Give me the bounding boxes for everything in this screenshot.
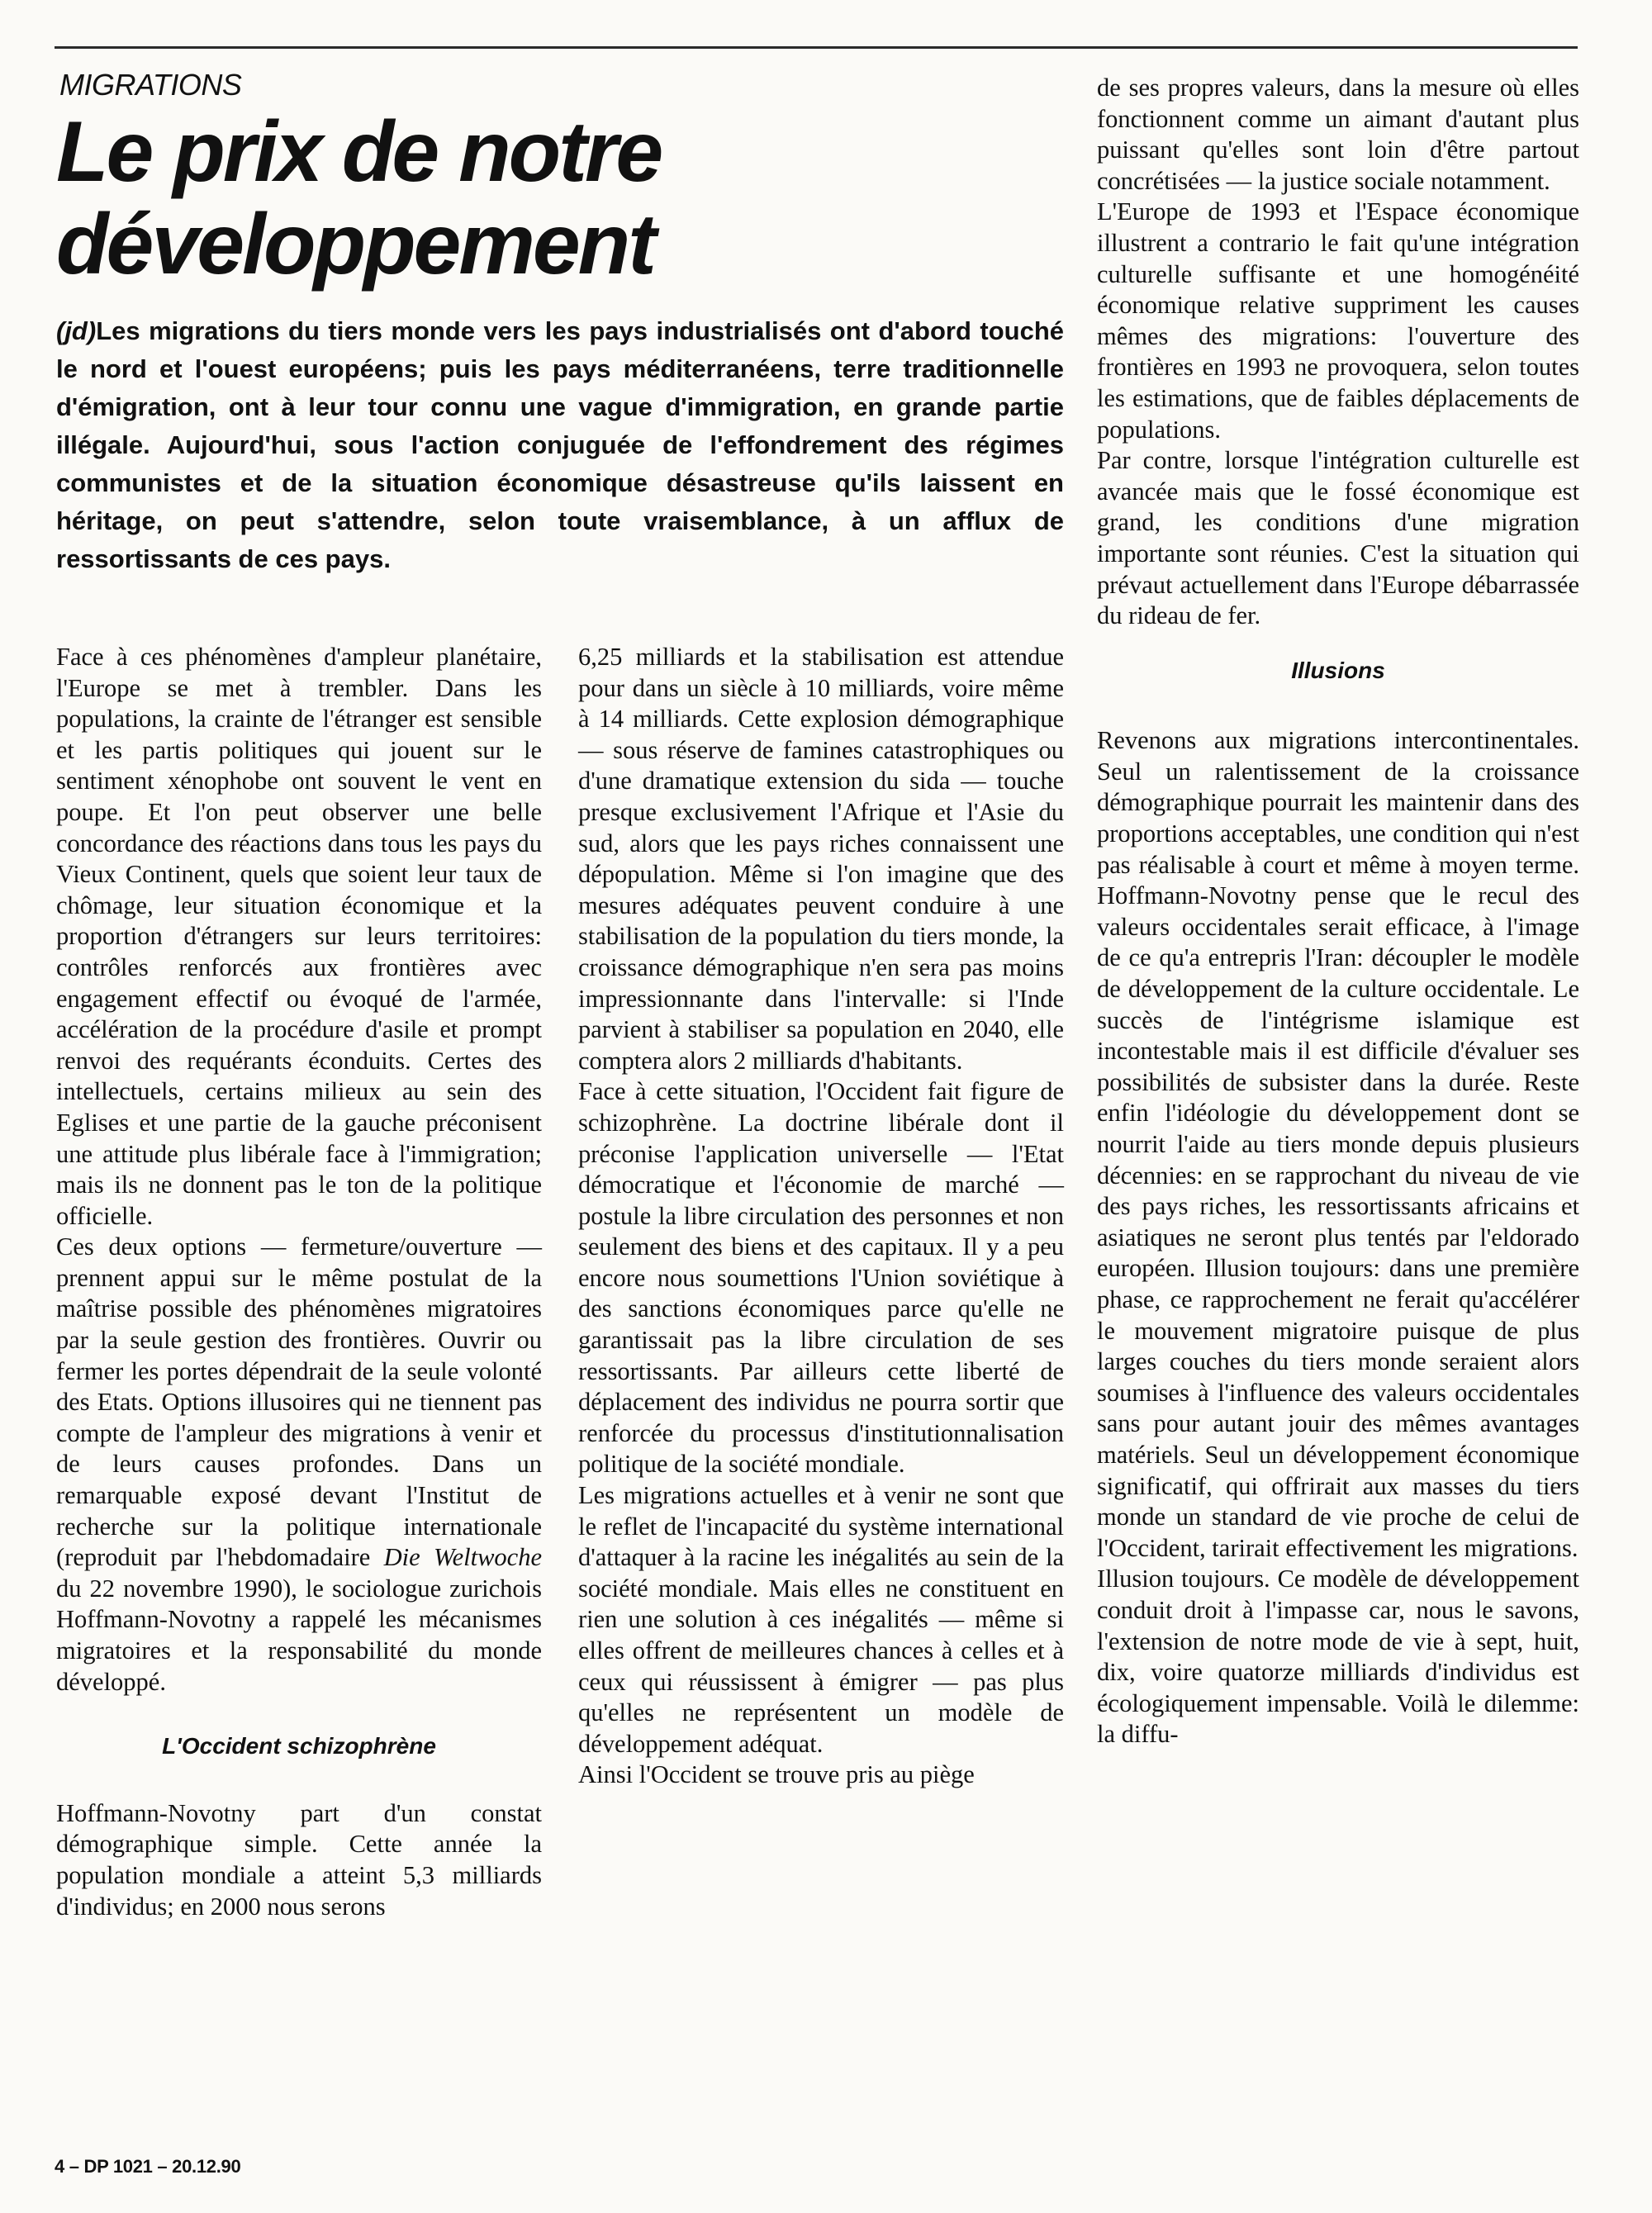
- section-kicker: MIGRATIONS: [59, 68, 242, 102]
- page-title: Le prix de notre développement: [56, 104, 662, 292]
- paragraph: Illusion toujours. Ce modèle de développement conduit droit à l'impasse car, nous le savons, l'extension de notre mode de vie à sept, huit, dix, voire quatorze milliards d'individus est écologiquement impensable. Voilà le dilemme: la diffu-: [1097, 1565, 1579, 1749]
- publication-name: Die Weltwoche: [383, 1543, 542, 1572]
- article-column-3: [1097, 73, 1579, 1750]
- paragraph: Hoffmann-Novotny part d'un constat démographique simple. Cette année la population mondiale a atteint 5,3 milliards d'individus; en 2000 nous serons: [56, 1798, 542, 1921]
- paragraph: Face à cette situation, l'Occident fait figure de schizophrène. La doctrine libérale dont il préconise l'application universelle — l'Etat démocratique et l'économie de marché — postule la libre circulation des personnes et non seulement des biens et des capitaux. Il y a peu encore nous soumettions l'Union soviétique à des sanctions économiques parce qu'elle ne garantissait pas la libre circulation de ses ressortissants. Par ailleurs cette liberté de déplacement des individus ne pourra sortir que renforcée du processus d'institutionnalisation politique de la société mondiale.: [578, 1077, 1064, 1479]
- paragraph: Ces deux options — fermeture/ouverture — prennent appui sur le même postulat de la maîtrise possible des phénomènes migratoires par la seule gestion des frontières. Ouvrir ou fermer les portes dépendrait de la seule volonté des Etats. Options illusoires qui ne tiennent pas compte de l'ampleur des migrations à venir et de leurs causes profondes. Dans un remarquable exposé devant l'Institut de recherche sur la politique internationale (reproduit par l'hebdomadaire Die Weltwoche du 22 novembre 1990), le sociologue zurichois Hoffmann-Novotny a rappelé les mécanismes migratoires et la responsabilité du monde développé.: [56, 1232, 542, 1696]
- author-tag: (jd): [56, 316, 97, 345]
- page-footer: 4 – DP 1021 – 20.12.90: [55, 2156, 241, 2177]
- paragraph: Par contre, lorsque l'intégration culturelle est avancée mais que le fossé économique est grand, les conditions d'une migration importante sont réunies. C'est la situation qui prévaut actuellement dans l'Europe débarrassée du rideau de fer.: [1097, 446, 1579, 630]
- paragraph: L'Europe de 1993 et l'Espace économique illustrent a contrario le fait qu'une intégration culturelle suffisante et une homogénéité économique relative suppriment les causes mêmes des migrations: l'ouverture des frontières en 1993 ne provoquera, selon toutes les estimations, que de faibles déplacements de populations.: [1097, 197, 1579, 444]
- paragraph: Revenons aux migrations intercontinentales. Seul un ralentissement de la croissance démographique pourrait les maintenir dans des proportions acceptables, une condition qui n'est pas réalisable à court et même à moyen terme. Hoffmann-Novotny pense que le recul des valeurs occidentales serait efficace, à l'image de ce qu'a entrepris l'Iran: découpler le modèle de développement de la culture occidentale. Le succès de l'intégrisme islamique est incontestable mais il est difficile d'évaluer ses possibilités de subsister dans la durée. Reste enfin l'idéologie du développement dont se nourrit l'aide au tiers monde depuis plusieurs décennies: en se rapprochant du niveau de vie des pays riches, les ressortissants africains et asiatiques ne seront plus tentés par l'eldorado européen. Illusion toujours: dans une première phase, ce rapprochement ne ferait qu'accélérer le mouvement migratoire puisque de plus larges couches du tiers monde seraient alors soumises à l'influence des valeurs occidentales sans pour autant jouir des mêmes avantages matériels. Seul un développement économique significatif, qui offrirait aux masses du tiers monde un standard de vie proche de celui de l'Occident, tarirait effectivement les migrations.: [1097, 726, 1579, 1562]
- section-subhead: Illusions: [1291, 657, 1385, 683]
- lead-text: Les migrations du tiers monde vers les pays industrialisés ont d'abord touché le nord et l'ouest européens; puis les pays méditerranéens, terre traditionnelle d'émigration, ont à leur tour connu une vague d'immigration, en grande partie illégale. Aujourd'hui, sous l'action conjuguée de l'effondrement des régimes communistes et de la situation économique désastreuse qu'ils laissent en héritage, on peut s'attendre, selon toute vraisemblance, à un afflux de ressortissants de ces pays.: [56, 316, 1064, 573]
- section-subhead: L'Occident schizophrène: [162, 1733, 436, 1759]
- lead-paragraph: [56, 312, 1064, 578]
- paragraph: Ainsi l'Occident se trouve pris au piège: [578, 1760, 975, 1789]
- article-column-1: [56, 642, 542, 1922]
- paragraph: 6,25 milliards et la stabilisation est attendue pour dans un siècle à 10 milliards, voire même à 14 milliards. Cette explosion démographique — sous réserve de famines catastrophiques ou d'une dramatique extension du sida — touche presque exclusivement l'Afrique et l'Asie du sud, alors que les pays riches connaissent une dépopulation. Même si l'on imagine que des mesures adéquates peuvent conduire à une stabilisation de la population du tiers monde, la croissance démographique n'en sera pas moins impressionnante dans l'intervalle: si l'Inde parvient à stabiliser sa population en 2040, elle comptera alors 2 milliards d'habitants.: [578, 643, 1064, 1075]
- paragraph: Face à ces phénomènes d'ampleur planétaire, l'Europe se met à trembler. Dans les populations, la crainte de l'étranger est sensible et les partis politiques qui jouent sur le sentiment xénophobe ont souvent le vent en poupe. Et l'on peut observer une belle concordance des réactions dans tous les pays du Vieux Continent, quels que soient leur taux de chômage, leur situation économique et la proportion d'étrangers sur leurs territoires: contrôles renforcés aux frontières avec engagement effectif ou évoqué de l'armée, accélération de la procédure d'asile et prompt renvoi des requérants éconduits. Certes des intellectuels, certains milieux au sein des Eglises et une partie de la gauche préconisent une attitude plus libérale face à l'immigration; mais ils ne donnent pas le ton de la politique officielle.: [56, 643, 542, 1230]
- paragraph: de ses propres valeurs, dans la mesure où elles fonctionnent comme un aimant d'autant plus puissant qu'elles sont loin d'être partout concrétisées — la justice sociale notamment.: [1097, 74, 1579, 195]
- paragraph: Les migrations actuelles et à venir ne sont que le reflet de l'incapacité du système international d'attaquer à la racine les inégalités au sein de la société mondiale. Mais elles ne constituent en rien une solution à ces inégalités — même si elles offrent de meilleures chances à celles et à ceux qui réussissent à émigrer — pas plus qu'elles ne représentent un modèle de développement adéquat.: [578, 1481, 1064, 1758]
- top-rule: [55, 46, 1578, 49]
- article-column-2: [578, 642, 1064, 1791]
